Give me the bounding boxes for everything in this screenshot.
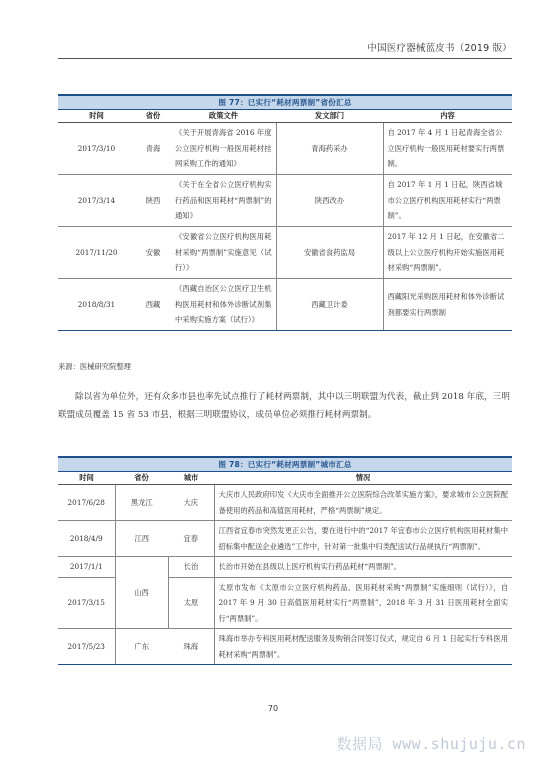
table-row	[58, 557, 512, 578]
table-row	[58, 175, 512, 227]
dept-cell: 安徽省食药监局	[276, 227, 383, 279]
detail-cell: 大庆市人民政府印发《大庆市全面推开公立医院综合改革实施方案》，要求城市公立医院配备使用的药品和高值医用耗材，严格“两票制”规定。	[214, 485, 512, 521]
province-cell: 山西	[115, 557, 168, 629]
table-row	[58, 629, 512, 665]
column-header: 城市	[168, 472, 214, 485]
detail-cell: 太原市发布《太原市公立医疗机构药品、医用耗材采购“两票制”实施细则（试行）》，自 2017 年 9 月 30 日高值医用耗材实行“两票制”，2018 年 3 月 31 日医用耗材全面实行“两票制”。	[214, 577, 512, 629]
column-header: 发文部门	[276, 110, 383, 123]
table-header-row	[58, 110, 512, 123]
column-header: 省份	[135, 110, 171, 123]
date-cell: 2017/11/20	[58, 227, 135, 279]
policy-cell: 《西藏自治区公立医疗卫生机构医用耗材和体外诊断试剂集中采购实施方案（试行）》	[171, 279, 276, 331]
province-cell: 黑龙江	[115, 485, 168, 521]
content-cell: 自 2017 年 1 月 1 日起，陕西省城市公立医疗机构医用耗材实行“两票制”。	[383, 175, 512, 227]
detail-cell: 长治市开始在县级以上医疗机构实行药品耗材“两票制”。	[214, 557, 512, 578]
date-cell: 2017/3/15	[58, 577, 115, 629]
city-cell: 大庆	[168, 485, 214, 521]
date-cell: 2017/1/1	[58, 557, 115, 578]
province-cell: 广东	[115, 629, 168, 665]
content-cell: 西藏阳光采购医用耗材和体外诊断试剂都要实行两票制	[383, 279, 512, 331]
date-cell: 2017/5/23	[58, 629, 115, 665]
table-header-row	[58, 472, 512, 485]
city-cell: 长治	[168, 557, 214, 578]
dept-cell: 西藏卫计委	[276, 279, 383, 331]
city-table-title: 图 78：已实行“耗材两票制”城市汇总	[58, 456, 512, 471]
city-cell: 太原	[168, 577, 214, 629]
city-cell: 宜春	[168, 521, 214, 557]
province-cell: 江西	[115, 521, 168, 557]
policy-cell: 《关于开展青海省 2016 年度公立医疗机构一般医用耗材挂网采购工作的通知》	[171, 123, 276, 175]
column-header: 政策文件	[171, 110, 276, 123]
date-cell: 2017/3/10	[58, 123, 135, 175]
province-cell: 青海	[135, 123, 171, 175]
date-cell: 2018/4/9	[58, 521, 115, 557]
table-row	[58, 227, 512, 279]
date-cell: 2017/3/14	[58, 175, 135, 227]
watermark-text: 数据局 www.shujuju.cn	[336, 735, 526, 753]
province-table	[58, 94, 512, 331]
detail-cell: 珠海市举办专科医用耗材配送服务及购销合同签订仪式，规定自 6 月 1 日起实行专科医用耗材采购“两票制”。	[214, 629, 512, 665]
content-cell: 2017 年 12 月 1 日起，在安徽省二级以上公立医疗机构开始实施医用耗材采购“两票制”。	[383, 227, 512, 279]
city-cell: 珠海	[168, 629, 214, 665]
city-table-grid	[58, 471, 512, 665]
table-source-note: 来源：医械研究院整理	[58, 362, 131, 371]
table-row	[58, 521, 512, 557]
policy-cell: 《关于在全省公立医疗机构实行药品和医用耗材“两票制”的通知》	[171, 175, 276, 227]
column-header: 时间	[58, 110, 135, 123]
column-header: 省份	[115, 472, 168, 485]
province-cell: 陕西	[135, 175, 171, 227]
province-cell: 安徽	[135, 227, 171, 279]
detail-cell: 江西省宜春市突然发更正公告，要在进行中的“2017 年宜春市公立医疗机构医用耗材集中招标集中配送企业遴选”工作中，针对第一批集中归类配送试行品规执行“两票制”。	[214, 521, 512, 557]
city-table	[58, 456, 512, 665]
header-rule	[58, 58, 512, 59]
table-row	[58, 123, 512, 175]
body-paragraph: 除以省为单位外，还有众多市县也率先试点推行了耗材两票制，其中以三明联盟为代表，截止到 2018 年底，三明联盟成员覆盖 15 省 53 市县，根据三明联盟协议，成员单位必须推行耗材两票制。	[58, 392, 510, 420]
column-header: 时间	[58, 472, 115, 485]
content-cell: 自 2017 年 4 月 1 日起青海全省公立医疗机构一般医用耗材要实行两票制。	[383, 123, 512, 175]
policy-cell: 《安徽省公立医疗机构医用耗材采购“两票制”实施意见（试行）》	[171, 227, 276, 279]
table-row	[58, 279, 512, 331]
column-header: 内容	[383, 110, 512, 123]
page-number: 70	[267, 704, 279, 713]
dept-cell: 青海药采办	[276, 123, 383, 175]
province-table-title: 图 77：已实行“耗材两票制”省份汇总	[58, 94, 512, 109]
dept-cell: 陕西改办	[276, 175, 383, 227]
column-header: 情况	[214, 472, 512, 485]
running-header-title: 中国医疗器械蓝皮书（2019 版）	[367, 43, 512, 54]
table-row	[58, 485, 512, 521]
province-cell: 西藏	[135, 279, 171, 331]
date-cell: 2017/6/28	[58, 485, 115, 521]
province-table-grid	[58, 109, 512, 331]
date-cell: 2018/8/31	[58, 279, 135, 331]
